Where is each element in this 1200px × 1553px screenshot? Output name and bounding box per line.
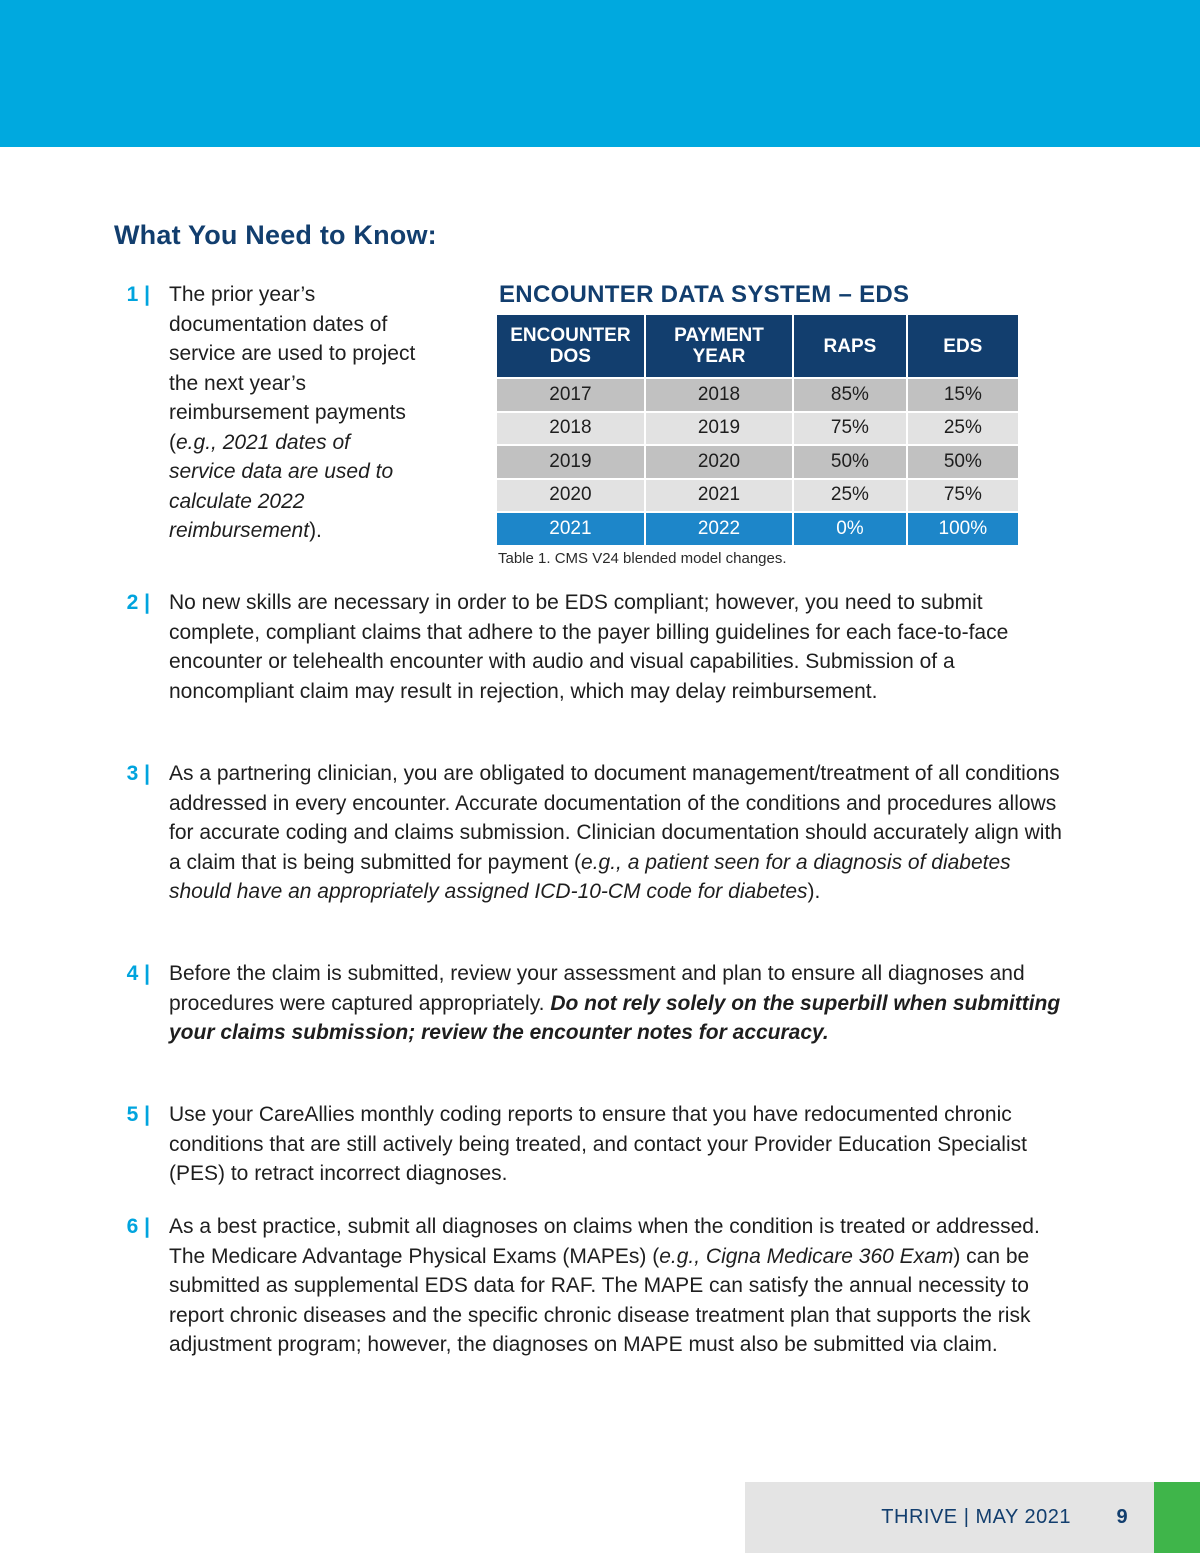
text-segment: The prior year’s documentation dates of service are used to project the next year’s reimbursement payments ( bbox=[169, 283, 416, 454]
cell-encounter-dos: 2020 bbox=[496, 479, 645, 513]
cell-encounter-dos: 2019 bbox=[496, 445, 645, 479]
item-text-5 bbox=[169, 1100, 1069, 1189]
header-payment-year: PAYMENT YEAR bbox=[645, 314, 793, 378]
header-encounter-dos: ENCOUNTER DOS bbox=[496, 314, 645, 378]
item-number-6: 6 | bbox=[126, 1215, 150, 1238]
table-caption: Table 1. CMS V24 blended model changes. bbox=[498, 550, 787, 567]
cell-encounter-dos: 2017 bbox=[496, 378, 645, 412]
text-segment: As a best practice, submit all diagnoses on claims when the condition is treated or addressed. The Medicare Advantage Physical Exams (MAPEs) ( bbox=[169, 1215, 1040, 1268]
cell-raps: 25% bbox=[793, 479, 906, 513]
text-segment: ). bbox=[807, 880, 821, 903]
cell-eds: 75% bbox=[907, 479, 1019, 513]
item-number-4: 4 | bbox=[126, 962, 150, 985]
table-row bbox=[496, 479, 1019, 513]
item-text-2 bbox=[169, 588, 1069, 706]
cell-payment-year: 2019 bbox=[645, 412, 793, 446]
text-segment: e.g., 2021 dates of service data are used to calculate 2022 reimbursement bbox=[169, 430, 394, 542]
header-raps: RAPS bbox=[793, 314, 906, 378]
header-eds: EDS bbox=[907, 314, 1019, 378]
cell-eds: 50% bbox=[907, 445, 1019, 479]
item-number-3: 3 | bbox=[126, 762, 150, 785]
cell-encounter-dos: 2018 bbox=[496, 412, 645, 446]
cell-eds: 25% bbox=[907, 412, 1019, 446]
cell-raps: 0% bbox=[793, 512, 906, 546]
cell-payment-year: 2020 bbox=[645, 445, 793, 479]
header-band bbox=[0, 0, 1200, 147]
cell-eds: 100% bbox=[907, 512, 1019, 546]
item-text-6 bbox=[169, 1212, 1069, 1360]
table-row bbox=[496, 445, 1019, 479]
text-segment: e.g., Cigna Medicare 360 Exam bbox=[659, 1244, 954, 1268]
item-number-5: 5 | bbox=[126, 1103, 150, 1126]
cell-raps: 50% bbox=[793, 445, 906, 479]
table-row bbox=[496, 412, 1019, 446]
text-segment: ). bbox=[309, 519, 322, 542]
footer-publication: THRIVE | MAY 2021 bbox=[881, 1506, 1071, 1528]
text-segment: e.g., a patient seen for a diagnosis of diabetes should have an appropriately assigned ICD-10-CM code for diabetes bbox=[169, 850, 1011, 903]
page-heading: What You Need to Know: bbox=[114, 220, 437, 250]
cell-encounter-dos: 2021 bbox=[496, 512, 645, 546]
text-segment: Use your CareAllies monthly coding reports to ensure that you have redocumented chronic conditions that are still actively being treated, and contact your Provider Education Specialist (PES) to retract incorrect diagnoses. bbox=[169, 1103, 1027, 1185]
item-text-1 bbox=[169, 280, 419, 546]
text-segment: As a partnering clinician, you are obligated to document management/treatment of all conditions addressed in every encounter. Accurate documentation of the conditions and procedures allows for accurate coding and claims submission. Clinician documentation should accurately align with a claim that is being submitted for payment ( bbox=[169, 762, 1062, 874]
table-row bbox=[496, 378, 1019, 412]
cell-raps: 75% bbox=[793, 412, 906, 446]
item-number-1: 1 | bbox=[126, 283, 150, 306]
item-number-2: 2 | bbox=[126, 591, 150, 614]
text-segment: ) can be submitted as supplemental EDS data for RAF. The MAPE can satisfy the annual necessity to report chronic diseases and the specific chronic disease treatment plan that supports the risk adjustment program; however, the diagnoses on MAPE must also be submitted via claim. bbox=[169, 1244, 1031, 1356]
page-number: 9 bbox=[1116, 1506, 1128, 1528]
footer-accent-tab bbox=[1154, 1482, 1200, 1553]
item-text-4 bbox=[169, 959, 1069, 1048]
item-text-3 bbox=[169, 759, 1069, 907]
table-row-highlight bbox=[496, 512, 1019, 546]
text-segment: Do not rely solely on the superbill when submitting your claims submission; review the encounter notes for accuracy. bbox=[169, 991, 1061, 1044]
cell-raps: 85% bbox=[793, 378, 906, 412]
cell-payment-year: 2022 bbox=[645, 512, 793, 546]
text-segment: No new skills are necessary in order to be EDS compliant; however, you need to submit complete, compliant claims that adhere to the payer billing guidelines for each face-to-face encounter or telehealth encounter with audio and visual capabilities. Submission of a noncompliant claim may result in rejection, which may delay reimbursement. bbox=[169, 591, 1009, 703]
text-segment: Before the claim is submitted, review your assessment and plan to ensure all diagnoses and procedures were captured appropriately. bbox=[169, 962, 1025, 1015]
cell-eds: 15% bbox=[907, 378, 1019, 412]
cell-payment-year: 2018 bbox=[645, 378, 793, 412]
table-title: ENCOUNTER DATA SYSTEM – EDS bbox=[499, 281, 910, 308]
eds-table bbox=[495, 313, 1020, 547]
cell-payment-year: 2021 bbox=[645, 479, 793, 513]
table-header-row bbox=[496, 314, 1019, 378]
